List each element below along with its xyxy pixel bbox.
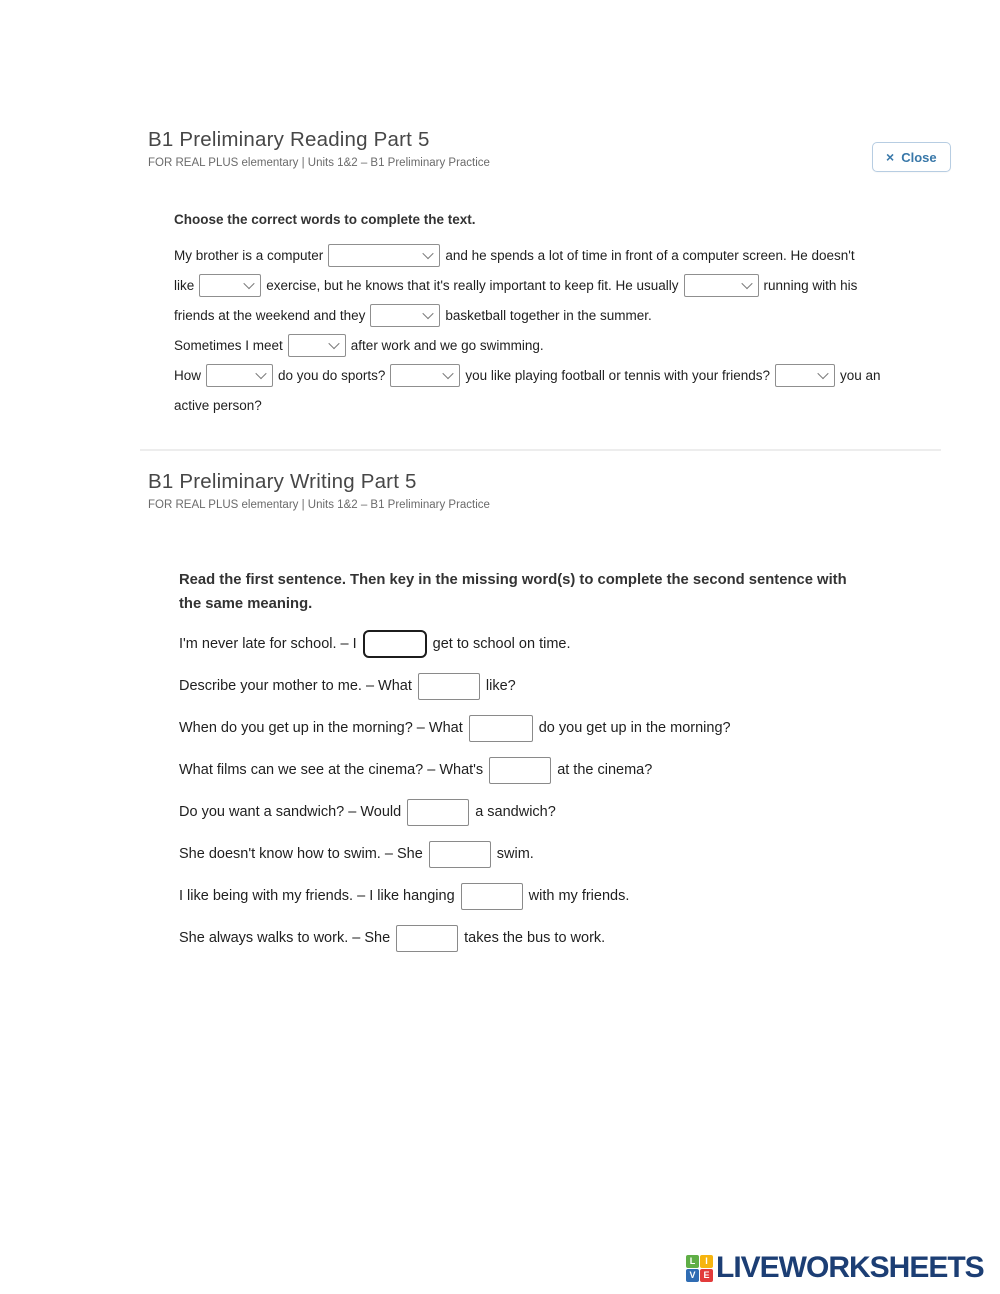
reading-text: basketball together in the summer. bbox=[445, 307, 652, 323]
reading-line bbox=[174, 360, 964, 390]
chevron-down-icon bbox=[423, 308, 434, 319]
writing-text-before: Do you want a sandwich? – Would bbox=[179, 804, 402, 820]
answer-dropdown[interactable] bbox=[199, 274, 261, 297]
writing-text-after: a sandwich? bbox=[475, 804, 556, 820]
reading-text: do you do sports? bbox=[278, 367, 386, 383]
reading-text: you like playing football or tennis with your friends? bbox=[465, 367, 771, 383]
answer-input[interactable] bbox=[407, 799, 469, 826]
answer-input[interactable] bbox=[429, 841, 491, 868]
reading-text: like bbox=[174, 277, 195, 293]
writing-text-after: get to school on time. bbox=[432, 636, 571, 652]
reading-text: and he spends a lot of time in front of a computer screen. He doesn't bbox=[445, 247, 855, 263]
liveworksheets-logo-icon bbox=[686, 1255, 713, 1282]
close-icon: × bbox=[886, 149, 895, 165]
reading-subtitle: FOR REAL PLUS elementary | Units 1&2 – B1 Preliminary Practice bbox=[148, 157, 490, 169]
reading-text: you an bbox=[840, 367, 881, 383]
writing-text-after: do you get up in the morning? bbox=[538, 720, 731, 736]
writing-row bbox=[179, 791, 969, 833]
answer-dropdown[interactable] bbox=[775, 364, 835, 387]
answer-dropdown[interactable] bbox=[288, 334, 346, 357]
answer-input[interactable] bbox=[418, 673, 480, 700]
writing-text-after: swim. bbox=[496, 846, 534, 862]
writing-text-before: Describe your mother to me. – What bbox=[179, 678, 412, 694]
reading-text: friends at the weekend and they bbox=[174, 307, 366, 323]
answer-dropdown[interactable] bbox=[370, 304, 440, 327]
writing-text-after: like? bbox=[485, 678, 516, 694]
writing-row bbox=[179, 749, 969, 791]
reading-paragraph bbox=[174, 240, 964, 420]
writing-section-header bbox=[148, 470, 490, 511]
answer-input[interactable] bbox=[489, 757, 551, 784]
writing-exercise bbox=[179, 623, 969, 959]
liveworksheets-wordmark: LIVEWORKSHEETS bbox=[716, 1251, 984, 1284]
answer-dropdown[interactable] bbox=[390, 364, 460, 387]
logo-square-l: L bbox=[686, 1255, 699, 1268]
writing-row bbox=[179, 623, 969, 665]
writing-instructions: Read the first sentence. Then key in the missing word(s) to complete the second sentence with the same meaning. bbox=[179, 572, 847, 612]
writing-row bbox=[179, 875, 969, 917]
reading-line bbox=[174, 240, 964, 270]
close-button[interactable] bbox=[872, 142, 951, 172]
writing-row bbox=[179, 917, 969, 959]
chevron-down-icon bbox=[244, 278, 255, 289]
reading-text: Sometimes I meet bbox=[174, 337, 283, 353]
reading-line bbox=[174, 300, 964, 330]
chevron-down-icon bbox=[423, 248, 434, 259]
reading-text: How bbox=[174, 367, 202, 383]
writing-text-before: I like being with my friends. – I like hanging bbox=[179, 888, 455, 904]
answer-input[interactable] bbox=[396, 925, 458, 952]
writing-text-before: She always walks to work. – She bbox=[179, 930, 391, 946]
chevron-down-icon bbox=[328, 338, 339, 349]
writing-text-after: with my friends. bbox=[528, 888, 630, 904]
logo-square-i: I bbox=[700, 1255, 713, 1268]
reading-instructions: Choose the correct words to complete the text. bbox=[174, 212, 476, 227]
close-button-label: Close bbox=[901, 149, 937, 165]
writing-row bbox=[179, 833, 969, 875]
reading-line bbox=[174, 390, 964, 420]
reading-title: B1 Preliminary Reading Part 5 bbox=[148, 128, 430, 151]
answer-dropdown[interactable] bbox=[206, 364, 273, 387]
writing-row bbox=[179, 707, 969, 749]
reading-text: active person? bbox=[174, 397, 262, 413]
reading-text: exercise, but he knows that it's really important to keep fit. He usually bbox=[266, 277, 679, 293]
chevron-down-icon bbox=[443, 368, 454, 379]
chevron-down-icon bbox=[817, 368, 828, 379]
writing-subtitle: FOR REAL PLUS elementary | Units 1&2 – B1 Preliminary Practice bbox=[148, 499, 490, 511]
reading-text: running with his bbox=[763, 277, 858, 293]
answer-dropdown[interactable] bbox=[328, 244, 440, 267]
logo-square-e: E bbox=[700, 1269, 713, 1282]
chevron-down-icon bbox=[741, 278, 752, 289]
liveworksheets-logo[interactable] bbox=[686, 1251, 984, 1285]
writing-text-after: at the cinema? bbox=[557, 762, 653, 778]
chevron-down-icon bbox=[255, 368, 266, 379]
writing-title: B1 Preliminary Writing Part 5 bbox=[148, 470, 417, 493]
answer-dropdown[interactable] bbox=[684, 274, 759, 297]
answer-input[interactable] bbox=[469, 715, 533, 742]
writing-text-before: I'm never late for school. – I bbox=[179, 636, 357, 652]
reading-line bbox=[174, 270, 964, 300]
writing-text-before: When do you get up in the morning? – What bbox=[179, 720, 463, 736]
reading-text: My brother is a computer bbox=[174, 247, 324, 263]
writing-text-before: She doesn't know how to swim. – She bbox=[179, 846, 423, 862]
reading-text: after work and we go swimming. bbox=[350, 337, 544, 353]
reading-section-header bbox=[148, 128, 490, 169]
writing-row bbox=[179, 665, 969, 707]
reading-line bbox=[174, 330, 964, 360]
section-divider bbox=[140, 449, 941, 451]
answer-input[interactable] bbox=[363, 630, 427, 658]
writing-text-after: takes the bus to work. bbox=[464, 930, 606, 946]
logo-square-v: V bbox=[686, 1269, 699, 1282]
answer-input[interactable] bbox=[461, 883, 523, 910]
writing-text-before: What films can we see at the cinema? – What's bbox=[179, 762, 484, 778]
